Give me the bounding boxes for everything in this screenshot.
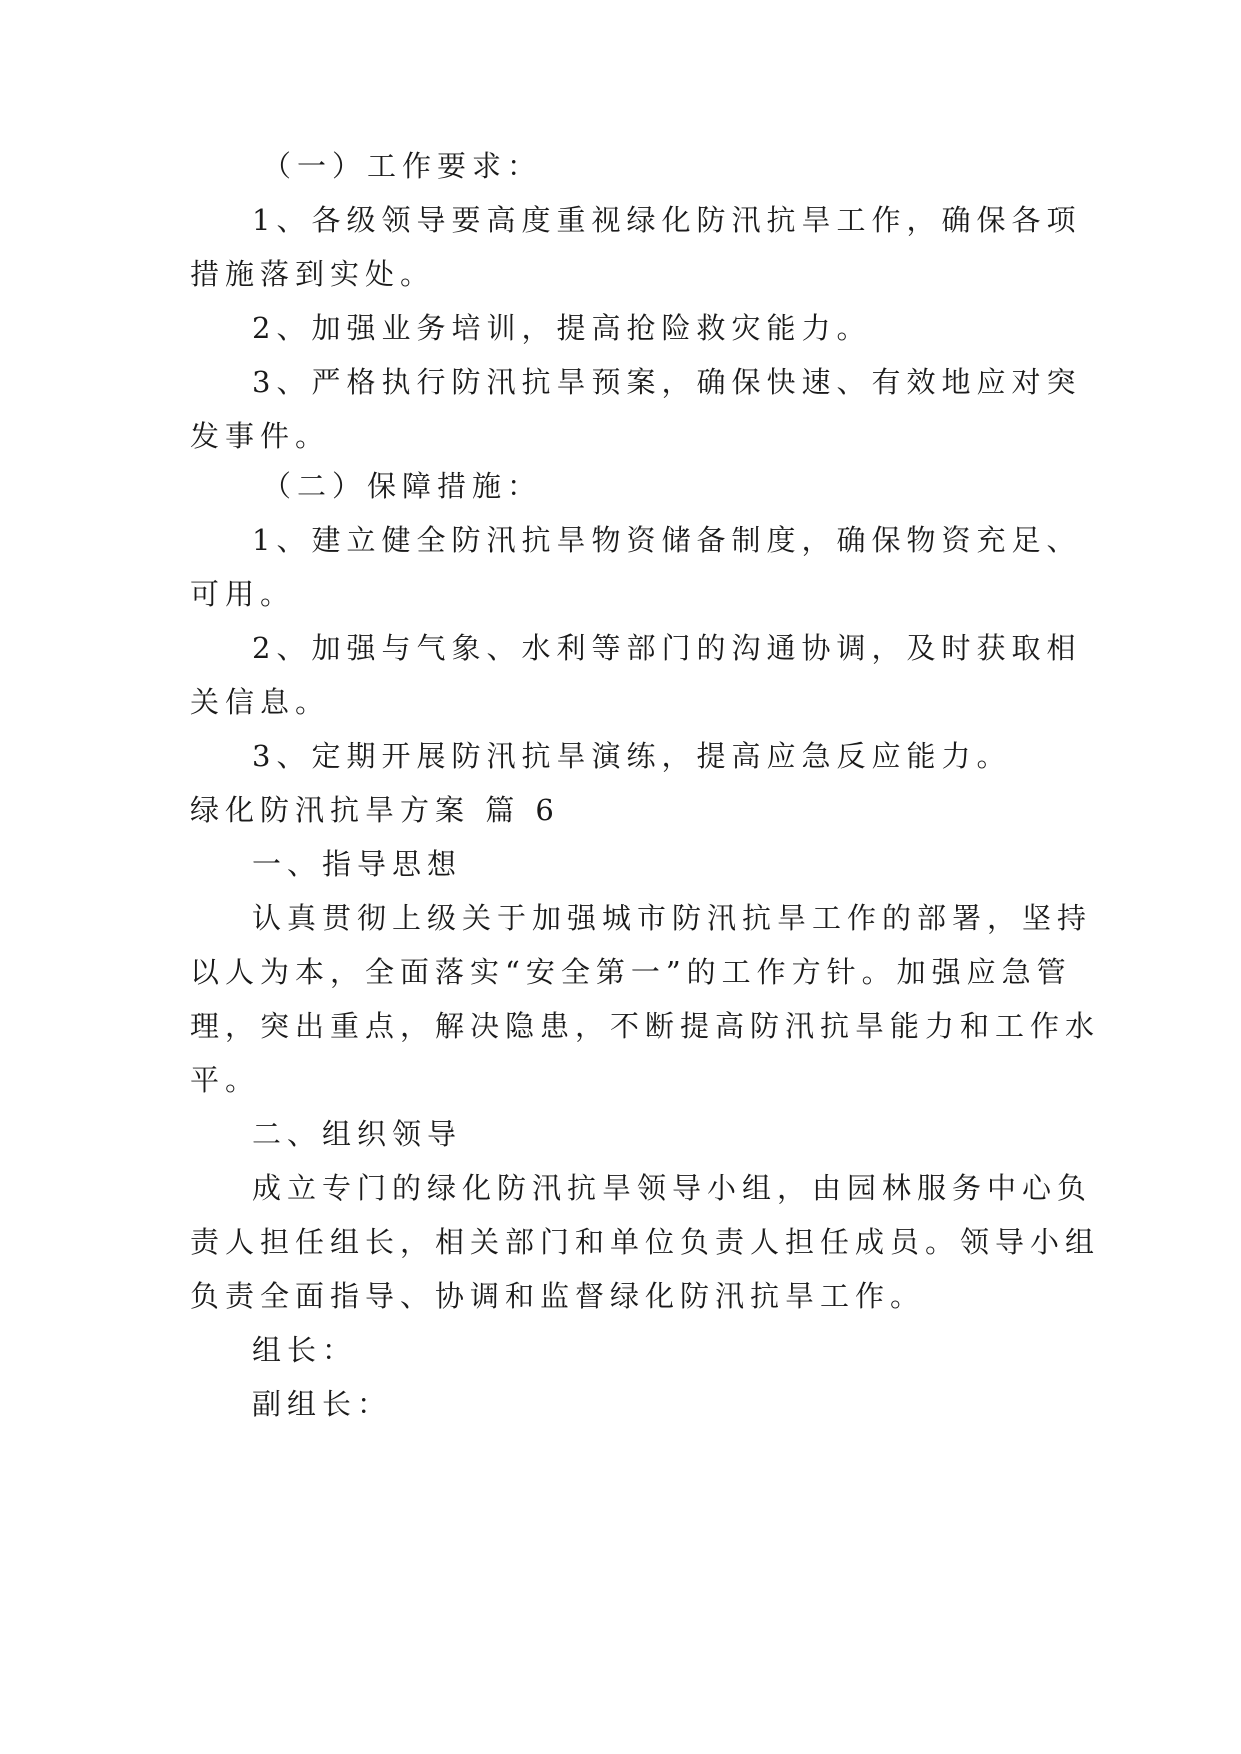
requirement-item-2: 2、加强业务培训，提高抢险救灾能力。 xyxy=(252,311,872,345)
requirement-item-1-line-2: 措施落到实处。 xyxy=(190,257,436,291)
requirement-item-3-line-2: 发事件。 xyxy=(190,419,331,453)
measure-item-2-line-1: 2、加强与气象、水利等部门的沟通协调，及时获取相 xyxy=(252,631,1082,665)
leader-label: 组长： xyxy=(252,1333,358,1367)
requirement-item-3-line-1: 3、严格执行防汛抗旱预案，确保快速、有效地应对突 xyxy=(252,365,1082,399)
organization-paragraph-line-2: 责人担任组长，相关部门和单位负责人担任成员。领导小组 xyxy=(190,1225,1101,1259)
requirement-item-1-line-1: 1、各级领导要高度重视绿化防汛抗旱工作，确保各项 xyxy=(252,203,1082,237)
part-heading-organization-leadership: 二、组织领导 xyxy=(252,1117,463,1151)
organization-paragraph-line-1: 成立专门的绿化防汛抗旱领导小组，由园林服务中心负 xyxy=(252,1171,1093,1205)
measure-item-2-line-2: 关信息。 xyxy=(190,685,331,719)
organization-paragraph-line-3: 负责全面指导、协调和监督绿化防汛抗旱工作。 xyxy=(190,1279,926,1313)
guiding-ideology-paragraph-line-2: 以人为本，全面落实“安全第一”的工作方针。加强应急管 xyxy=(190,955,1072,989)
guiding-ideology-paragraph-line-4: 平。 xyxy=(190,1063,261,1097)
guiding-ideology-paragraph-line-1: 认真贯彻上级关于加强城市防汛抗旱工作的部署，坚持 xyxy=(252,901,1093,935)
section-heading-work-requirements: （一）工作要求： xyxy=(262,149,543,183)
measure-item-1-line-2: 可用。 xyxy=(190,577,296,611)
article-title: 绿化防汛抗旱方案 篇 6 xyxy=(190,793,560,827)
deputy-leader-label: 副组长： xyxy=(252,1387,393,1421)
measure-item-3: 3、定期开展防汛抗旱演练，提高应急反应能力。 xyxy=(252,739,1012,773)
part-heading-guiding-ideology: 一、指导思想 xyxy=(252,847,463,881)
guiding-ideology-paragraph-line-3: 理，突出重点，解决隐患，不断提高防汛抗旱能力和工作水 xyxy=(190,1009,1101,1043)
section-heading-safeguard-measures: （二）保障措施： xyxy=(262,469,543,503)
measure-item-1-line-1: 1、建立健全防汛抗旱物资储备制度，确保物资充足、 xyxy=(252,523,1082,557)
